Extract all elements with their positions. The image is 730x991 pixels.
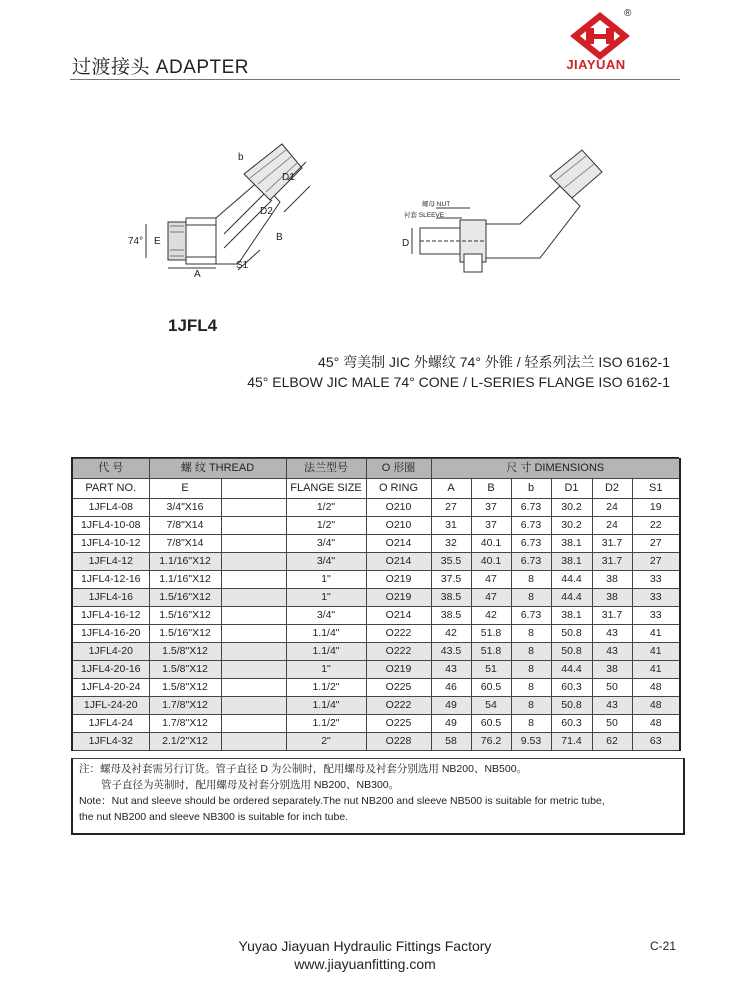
table-cell (221, 661, 286, 679)
table-cell: 38 (592, 661, 632, 679)
table-cell: 54 (471, 697, 511, 715)
table-cell: 51.8 (471, 643, 511, 661)
table-row (72, 697, 680, 715)
table-cell: 1.1/4" (286, 625, 366, 643)
table-cell: 49 (431, 715, 471, 733)
col-s1: S1 (632, 479, 680, 499)
table-row (72, 589, 680, 607)
table-cell: 1JFL4-10-12 (72, 535, 149, 553)
table-cell: 8 (511, 715, 551, 733)
table-cell: 38.5 (431, 607, 471, 625)
note-cn-2: 管子直径为英制时，配用螺母及衬套分别选用 NB200、NB300。 (101, 779, 400, 791)
table-cell: O214 (366, 607, 431, 625)
table-row (72, 535, 680, 553)
table-cell: 31.7 (592, 535, 632, 553)
table-cell: 76.2 (471, 733, 511, 751)
col-part-no: PART NO. (72, 479, 149, 499)
header-oring: O 形圈 (366, 459, 431, 479)
table-cell: 31.7 (592, 553, 632, 571)
table-cell: 1JFL4-08 (72, 499, 149, 517)
table-cell: 33 (632, 571, 680, 589)
note-en-1: Note：Nut and sleeve should be ordered separately.The nut NB200 and sleeve NB500 is suitable for metric tube, (79, 795, 605, 807)
table-cell: O222 (366, 625, 431, 643)
table-cell: 1JFL4-20-16 (72, 661, 149, 679)
table-cell: 43 (431, 661, 471, 679)
table-cell: 1.1/4" (286, 643, 366, 661)
table-cell: 1.5/16"X12 (149, 607, 221, 625)
table-cell: O214 (366, 553, 431, 571)
table-cell: 1.1/4" (286, 697, 366, 715)
table-cell: 1" (286, 589, 366, 607)
table-cell: 32 (431, 535, 471, 553)
table-cell: 58 (431, 733, 471, 751)
table-cell: 60.3 (551, 679, 592, 697)
col-b-upper: B (471, 479, 511, 499)
spec-table (71, 458, 681, 751)
table-cell: 50.8 (551, 625, 592, 643)
table-cell: 62 (592, 733, 632, 751)
col-b-lower: b (511, 479, 551, 499)
table-cell: 42 (471, 607, 511, 625)
table-cell: 31 (431, 517, 471, 535)
table-cell: 1.5/8"X12 (149, 679, 221, 697)
table-cell: 8 (511, 589, 551, 607)
table-cell: 1JFL4-32 (72, 733, 149, 751)
fitting-drawing (120, 140, 620, 280)
label-a: A (194, 269, 201, 280)
table-cell: 37.5 (431, 571, 471, 589)
col-e: E (149, 479, 221, 499)
table-cell (221, 643, 286, 661)
table-row (72, 517, 680, 535)
table-cell: 9.53 (511, 733, 551, 751)
footer-company: Yuyao Jiayuan Hydraulic Fittings Factory (238, 938, 492, 954)
label-sleeve: 衬套 SLEEVE (404, 212, 445, 219)
table-cell: 49 (431, 697, 471, 715)
table-cell: 38.1 (551, 607, 592, 625)
table-cell: 1JFL4-12 (72, 553, 149, 571)
header-dimensions: 尺 寸 DIMENSIONS (431, 459, 680, 479)
registered-mark: ® (624, 8, 632, 19)
table-cell: 48 (632, 715, 680, 733)
table-cell: 71.4 (551, 733, 592, 751)
table-cell: 38.1 (551, 553, 592, 571)
table-cell: 33 (632, 607, 680, 625)
table-cell: 43 (592, 697, 632, 715)
table-cell: 48 (632, 679, 680, 697)
table-cell: 8 (511, 643, 551, 661)
table-cell: 1JFL4-20-24 (72, 679, 149, 697)
table-cell: 1.5/16"X12 (149, 589, 221, 607)
table-cell: 1/2" (286, 499, 366, 517)
table-cell: 1JFL4-16-20 (72, 625, 149, 643)
footer-url[interactable]: www.jiayuanfitting.com (294, 956, 436, 972)
table-cell: 50.8 (551, 697, 592, 715)
label-angle: 74° (128, 236, 144, 247)
table-cell: 6.73 (511, 499, 551, 517)
note-cn-1: 注：螺母及衬套需另行订货。管子直径 D 为公制时，配用螺母及衬套分别选用 NB200、NB500。 (79, 763, 528, 775)
table-cell (221, 571, 286, 589)
table-cell: 40.1 (471, 553, 511, 571)
table-cell: 7/8"X14 (149, 517, 221, 535)
label-e: E (154, 236, 161, 247)
table-cell: 1.1/16"X12 (149, 553, 221, 571)
table-cell: 8 (511, 679, 551, 697)
table-cell: 1JFL-24-20 (72, 697, 149, 715)
table-cell: 47 (471, 589, 511, 607)
table-cell: 1" (286, 661, 366, 679)
table-cell: 8 (511, 625, 551, 643)
table-cell: 43.5 (431, 643, 471, 661)
table-cell: 1.5/8"X12 (149, 661, 221, 679)
table-cell: O219 (366, 571, 431, 589)
table-cell: O228 (366, 733, 431, 751)
table-cell: O225 (366, 715, 431, 733)
col-d1: D1 (551, 479, 592, 499)
table-cell: 1" (286, 571, 366, 589)
col-flange-size: FLANGE SIZE (286, 479, 366, 499)
table-cell (221, 679, 286, 697)
table-cell: 38 (592, 589, 632, 607)
table-cell: 50 (592, 715, 632, 733)
table-cell: O210 (366, 517, 431, 535)
table-cell (221, 625, 286, 643)
header-code: 代 号 (72, 459, 149, 479)
table-cell (221, 697, 286, 715)
table-cell: 3/4"X16 (149, 499, 221, 517)
table-cell: 51 (471, 661, 511, 679)
table-cell: 38.1 (551, 535, 592, 553)
page-title: 过渡接头 ADAPTER (72, 57, 250, 78)
header-thread: 螺 纹 THREAD (149, 459, 286, 479)
note-en-2: the nut NB200 and sleeve NB300 is suitable for inch tube. (79, 811, 349, 823)
description-en: 45° ELBOW JIC MALE 74° CONE / L-SERIES FLANGE ISO 6162-1 (247, 374, 670, 390)
table-cell: 1JFL4-20 (72, 643, 149, 661)
table-row (72, 553, 680, 571)
table-cell: 1.1/16"X12 (149, 571, 221, 589)
table-cell: 3/4" (286, 553, 366, 571)
table-cell: 6.73 (511, 607, 551, 625)
table-cell: 3/4" (286, 607, 366, 625)
table-cell: O222 (366, 697, 431, 715)
table-cell: 46 (431, 679, 471, 697)
label-b-lower: b (238, 152, 244, 163)
table-row (72, 679, 680, 697)
table-cell: 1.7/8"X12 (149, 715, 221, 733)
table-cell: 38.5 (431, 589, 471, 607)
model-number: 1JFL4 (168, 316, 218, 335)
table-cell: 7/8"X14 (149, 535, 221, 553)
label-s1: S1 (236, 260, 249, 271)
table-cell: 30.2 (551, 499, 592, 517)
table-cell: 8 (511, 661, 551, 679)
table-cell: 43 (592, 625, 632, 643)
label-b-upper: B (276, 232, 283, 243)
table-cell: 60.5 (471, 679, 511, 697)
table-cell: 63 (632, 733, 680, 751)
col-d2: D2 (592, 479, 632, 499)
table-cell: 48 (632, 697, 680, 715)
table-cell: 1.1/2" (286, 715, 366, 733)
table-cell: 1JFL4-16 (72, 589, 149, 607)
table-cell: O222 (366, 643, 431, 661)
table-cell: 2" (286, 733, 366, 751)
table-row (72, 715, 680, 733)
label-d2: D2 (260, 206, 273, 217)
table-cell (221, 499, 286, 517)
table-cell: 1.5/8"X12 (149, 643, 221, 661)
header-flange: 法兰型号 (286, 459, 366, 479)
label-d: D (402, 238, 410, 249)
header-divider (70, 79, 680, 80)
table-cell: 6.73 (511, 517, 551, 535)
table-cell: 22 (632, 517, 680, 535)
table-cell: O225 (366, 679, 431, 697)
table-cell (221, 733, 286, 751)
col-blank (221, 479, 286, 499)
table-cell: O210 (366, 499, 431, 517)
table-cell (221, 607, 286, 625)
table-row (72, 499, 680, 517)
table-cell: O214 (366, 535, 431, 553)
table-cell: 2.1/2"X12 (149, 733, 221, 751)
table-cell (221, 535, 286, 553)
table-cell: 40.1 (471, 535, 511, 553)
table-cell: 47 (471, 571, 511, 589)
table-cell (221, 589, 286, 607)
table-cell: 31.7 (592, 607, 632, 625)
table-row (72, 625, 680, 643)
table-cell: 50.8 (551, 643, 592, 661)
description-cn: 45° 弯美制 JIC 外螺纹 74° 外锥 / 轻系列法兰 ISO 6162-1 (318, 354, 670, 370)
table-cell: 1JFL4-16-12 (72, 607, 149, 625)
table-row (72, 733, 680, 751)
table-cell: 44.4 (551, 589, 592, 607)
table-header-row-2 (72, 479, 680, 499)
table-cell: 41 (632, 643, 680, 661)
table-cell (221, 715, 286, 733)
table-cell: 60.3 (551, 715, 592, 733)
table-cell: 50 (592, 679, 632, 697)
table-row (72, 571, 680, 589)
table-cell: 30.2 (551, 517, 592, 535)
table-cell: 37 (471, 499, 511, 517)
table-cell: 19 (632, 499, 680, 517)
table-cell: 44.4 (551, 571, 592, 589)
table-row (72, 661, 680, 679)
notes (71, 758, 685, 835)
table-cell: 1.5/16"X12 (149, 625, 221, 643)
table-cell: 1JFL4-12-16 (72, 571, 149, 589)
col-o-ring: O RING (366, 479, 431, 499)
table-cell: 43 (592, 643, 632, 661)
table-row (72, 607, 680, 625)
table-cell: 24 (592, 517, 632, 535)
table-cell: 6.73 (511, 535, 551, 553)
table-cell: 41 (632, 625, 680, 643)
table-row (72, 643, 680, 661)
table-cell: 8 (511, 571, 551, 589)
table-header-row-1 (72, 459, 680, 479)
table-cell (221, 517, 286, 535)
table-cell (221, 553, 286, 571)
label-nut: 螺母 NUT (422, 201, 451, 208)
table-cell: 27 (431, 499, 471, 517)
table-cell: 44.4 (551, 661, 592, 679)
table-cell: 1/2" (286, 517, 366, 535)
table-cell: 42 (431, 625, 471, 643)
table-cell: 35.5 (431, 553, 471, 571)
table-cell: 37 (471, 517, 511, 535)
brand-name: JIAYUAN (566, 57, 626, 72)
table-cell: 33 (632, 589, 680, 607)
page-number: C-21 (650, 939, 677, 953)
table-cell: 60.5 (471, 715, 511, 733)
table-cell: 1.1/2" (286, 679, 366, 697)
table-cell: 27 (632, 553, 680, 571)
table-cell: 27 (632, 535, 680, 553)
table-cell: 51.8 (471, 625, 511, 643)
table-cell: 38 (592, 571, 632, 589)
table-cell: 1JFL4-24 (72, 715, 149, 733)
table-cell: 8 (511, 697, 551, 715)
table-cell: 41 (632, 661, 680, 679)
table-cell: 24 (592, 499, 632, 517)
table-cell: 1JFL4-10-08 (72, 517, 149, 535)
table-cell: O219 (366, 589, 431, 607)
table-cell: 6.73 (511, 553, 551, 571)
col-a: A (431, 479, 471, 499)
label-d1: D1 (282, 172, 295, 183)
table-cell: 3/4" (286, 535, 366, 553)
table-cell: O219 (366, 661, 431, 679)
table-cell: 1.7/8"X12 (149, 697, 221, 715)
